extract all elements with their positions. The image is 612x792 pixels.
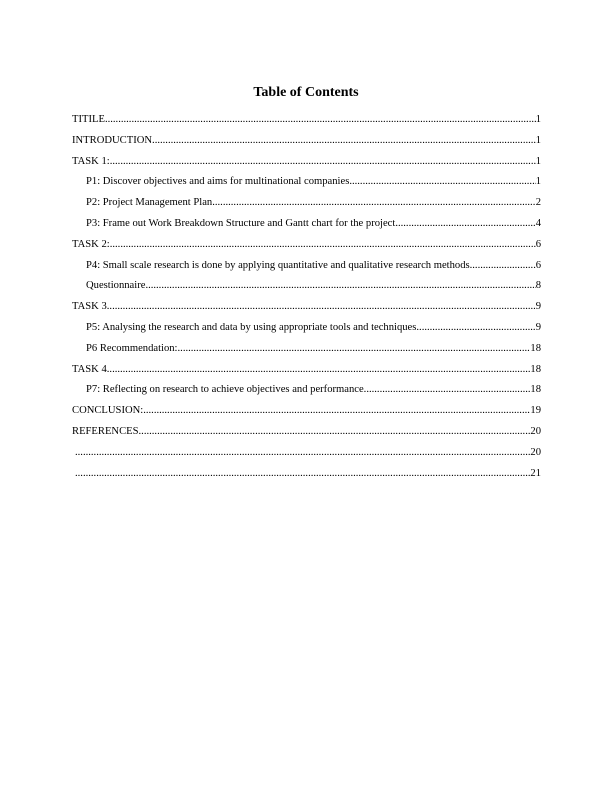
toc-entry-page-number: 6 — [535, 259, 541, 271]
toc-entry-page-number: 6 — [535, 238, 541, 250]
dot-leader — [152, 134, 536, 148]
dot-leader — [143, 404, 530, 418]
toc-entry-task-4[interactable] — [72, 363, 541, 384]
toc-entry-conclusion[interactable] — [72, 404, 541, 425]
dot-leader — [139, 425, 531, 439]
dot-leader — [145, 279, 535, 293]
dot-leader — [349, 175, 535, 189]
toc-entry-label: TITILE — [72, 114, 105, 125]
toc-entry-page-number: 18 — [530, 384, 541, 396]
toc-entry-label: TASK 4 — [72, 363, 107, 375]
toc-entry-label: Questionnaire — [86, 280, 146, 292]
dot-leader — [212, 196, 535, 210]
toc-entry-p3[interactable] — [72, 217, 541, 238]
dot-leader — [75, 467, 530, 481]
dot-leader — [395, 217, 535, 231]
dot-leader — [416, 321, 535, 335]
toc-entry-page-number: 2 — [535, 197, 541, 209]
toc-entry-label: P6 Recommendation: — [86, 342, 178, 354]
toc-entry-questionnaire[interactable] — [72, 279, 541, 300]
dot-leader — [366, 383, 530, 397]
toc-entry-references[interactable] — [72, 425, 541, 446]
toc-entry-p1[interactable] — [72, 175, 541, 196]
toc-entry-page-number: 1 — [535, 155, 541, 167]
toc-entry-page-number: 9 — [535, 301, 541, 313]
toc-entry-label: P4: Small scale research is done by applying quantitative and qualitative research methods — [86, 259, 470, 271]
toc-entry-label: P2: Project Management Plan — [86, 197, 213, 209]
toc-entry-page-number: 20 — [530, 446, 541, 458]
dot-leader — [75, 446, 530, 460]
toc-entry-page-number: 4 — [535, 217, 541, 229]
toc-entry-label: TASK 3 — [72, 301, 107, 313]
toc-entry-task-1[interactable] — [72, 155, 541, 176]
toc-entry-label: TASK 1: — [72, 155, 110, 167]
toc-entry-task-3[interactable] — [72, 300, 541, 321]
toc-entry-page-number: 9 — [535, 321, 541, 333]
page-title: Table of Contents — [253, 85, 359, 100]
toc-entry-label: P3: Frame out Work Breakdown Structure and Gantt chart for the project — [86, 217, 396, 229]
toc-entry-label: INTRODUCTION — [72, 134, 153, 146]
dot-leader — [107, 363, 531, 377]
toc-entry-label: P5: Analysing the research and data by using appropriate tools and techniques — [86, 321, 417, 333]
toc-entry-introduction[interactable] — [72, 134, 541, 155]
toc-entry-page-number: 21 — [530, 467, 541, 479]
toc-entry-page-number: 19 — [530, 405, 541, 417]
toc-entry-page-number: 20 — [530, 425, 541, 437]
dot-leader — [110, 155, 536, 169]
toc-entry-label: REFERENCES — [72, 425, 139, 437]
dot-leader — [178, 342, 531, 356]
toc-entry-page-number: 18 — [530, 363, 541, 375]
toc-entry-untitled-1[interactable] — [72, 446, 541, 467]
toc-entry-page-number: 8 — [535, 280, 541, 292]
dot-leader — [110, 238, 536, 252]
toc-entry-task-2[interactable] — [72, 238, 541, 259]
dot-leader — [470, 259, 536, 273]
toc-entry-page-number: 18 — [530, 342, 541, 354]
toc-entry-untitled-2[interactable] — [72, 467, 541, 488]
toc-entry-page-number: 1 — [535, 134, 541, 146]
toc-entry-p5[interactable] — [72, 321, 541, 342]
toc-entry-p4[interactable] — [72, 259, 541, 280]
toc-entry-page-number: 1 — [535, 114, 541, 125]
toc-entry-label: TASK 2: — [72, 238, 110, 250]
toc-entry-p6[interactable] — [72, 342, 541, 363]
table-of-contents — [72, 113, 541, 487]
toc-entry-titile[interactable] — [72, 113, 541, 134]
toc-entry-p7[interactable] — [72, 383, 541, 404]
dot-leader — [107, 300, 536, 314]
dot-leader — [105, 113, 536, 127]
toc-entry-p2[interactable] — [72, 196, 541, 217]
toc-entry-label: P1: Discover objectives and aims for multinational companies — [86, 176, 350, 188]
toc-entry-page-number: 1 — [535, 176, 541, 188]
toc-entry-label: CONCLUSION: — [72, 405, 144, 417]
toc-entry-label: P7: Reflecting on research to achieve objectives and performance. — [86, 384, 367, 396]
